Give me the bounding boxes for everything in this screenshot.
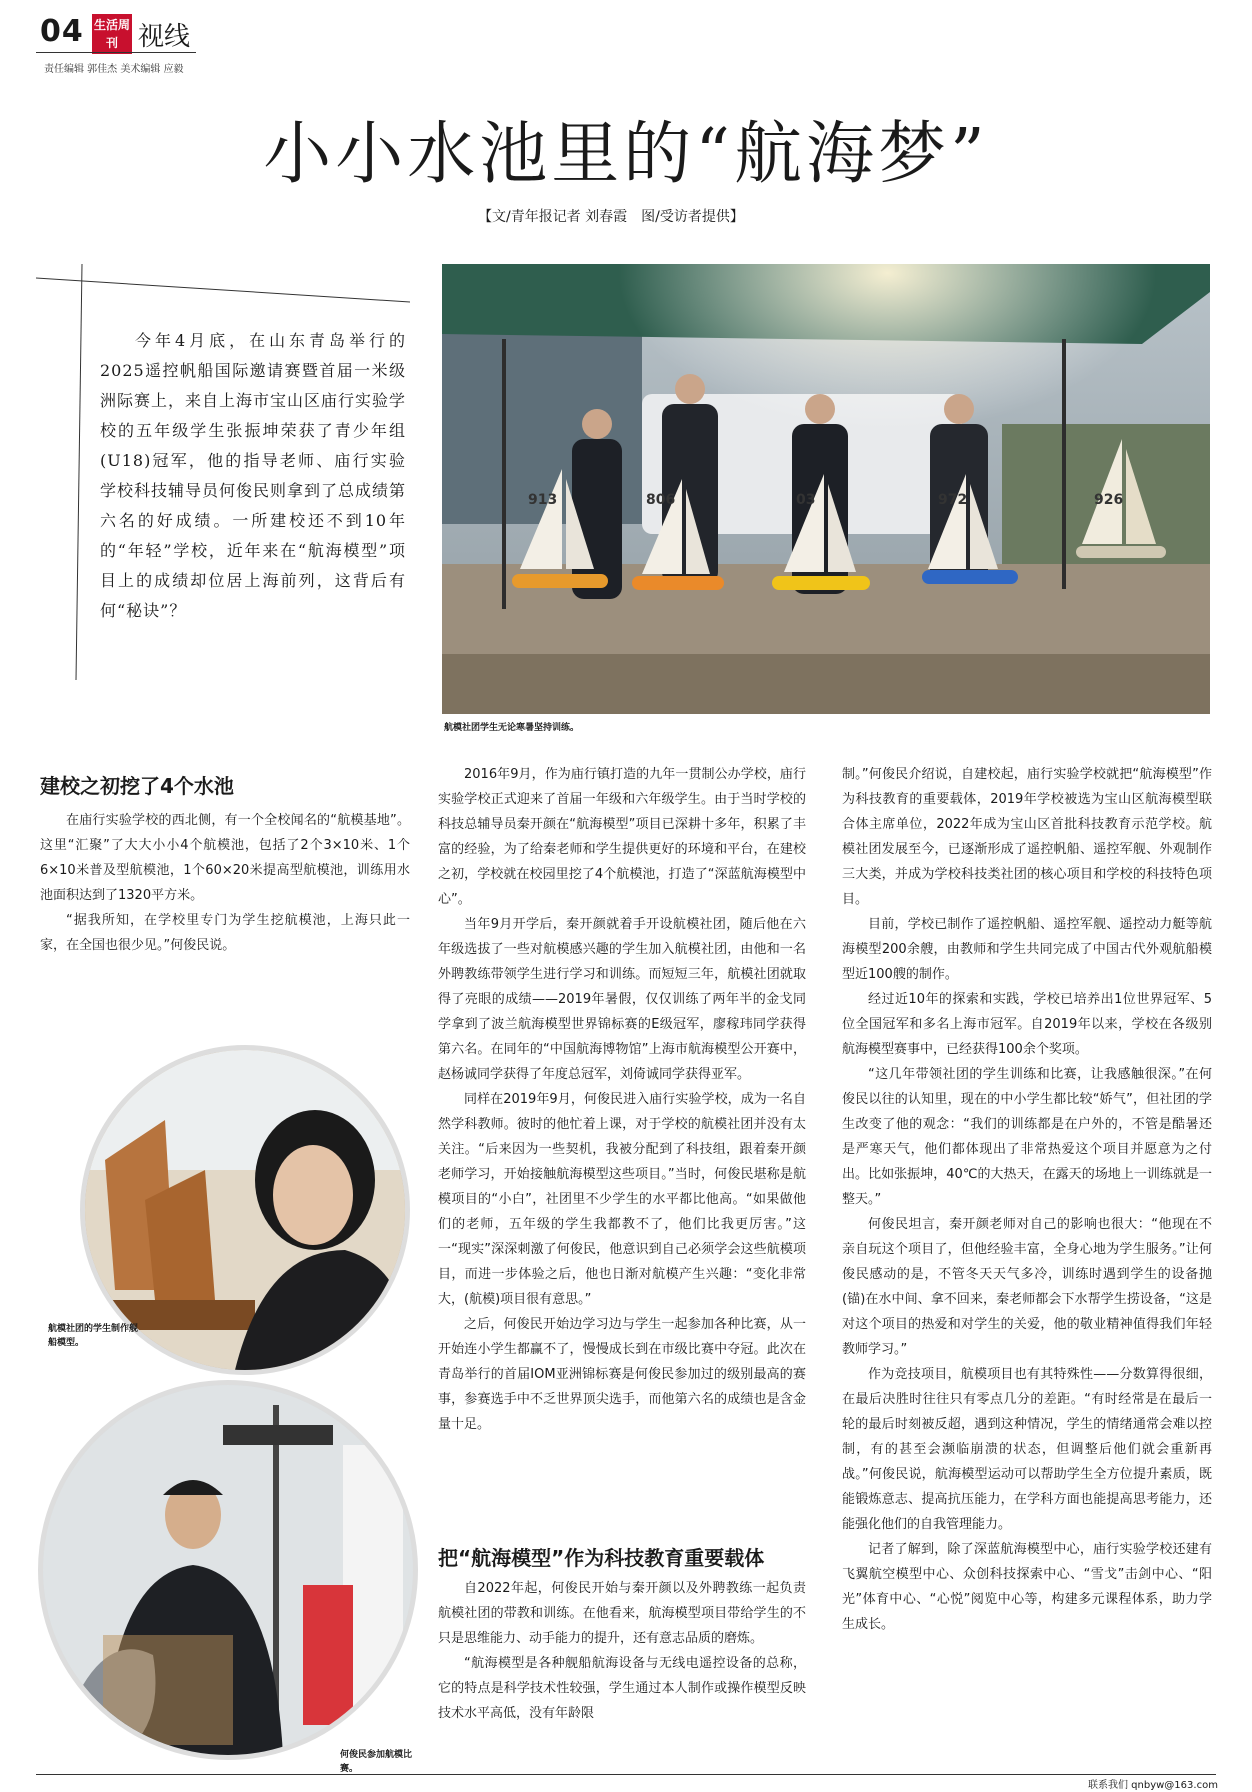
paragraph: “这几年带领社团的学生训练和比赛，让我感触很深。”在何俊民以往的认知里，现在的中小学生都比较“娇气”，但社团的学生改变了他的观念：“我们的训练都是在户外的，不管是酷暑还是严寒天气，他们都体现出了非常热爱这个项目并愿意为之付出。比如张振坤，40℃的大热天，在露天的场地上一训练就是一整天。” (842, 1067, 1212, 1207)
circle-photo-2 (38, 1380, 418, 1760)
paragraph: “航海模型是各种舰船航海设备与无线电遥控设备的总称，它的特点是科学技术性较强，学生通过本人制作或操作模型反映技术水平高低，没有年龄限 (438, 1656, 806, 1721)
paragraph: “据我所知，在学校里专门为学生挖航模池，上海只此一家，在全国也很少见。”何俊民说。 (40, 913, 410, 953)
sail-number-1: 913 (528, 492, 558, 508)
circle-photo-1-caption: 航模社团的学生制作舰船模型。 (48, 1324, 139, 1348)
paragraph: 之后，何俊民开始边学习边与学生一起参加各种比赛，从一开始连小学生都赢不了，慢慢成长到在市级比赛中夺冠。此次在青岛举行的首届IOM亚洲锦标赛是何俊民参加过的级别最高的赛事，参赛选手中不乏世界顶尖选手，而他第六名的成绩也是含金量十足。 (438, 1317, 806, 1432)
paragraph: 经过近10年的探索和实践，学校已培养出1位世界冠军、5位全国冠军和多名上海市冠军。自2019年以来，学校在各级别航海模型赛事中，已经获得100余个奖项。 (842, 992, 1212, 1057)
column-2b-text (438, 1576, 806, 1726)
footer-contact: 联系我们 qnbyw@163.com (1088, 1780, 1218, 1791)
main-photo-caption: 航模社团学生无论寒暑坚持训练。 (444, 723, 580, 733)
paragraph: 何俊民坦言，秦开颜老师对自己的影响也很大：“他现在不亲自玩这个项目了，但他经验丰富，全身心地为学生服务。”让何俊民感动的是，不管冬天天气多冷，训练时遇到学生的设备抛(锚)在水中间、拿不回来，秦老师都会下水帮学生捞设备，“这是对这个项目的热爱和对学生的关爱，他的敬业精神值得我们年轻教师学习。” (842, 1217, 1212, 1357)
intro-paragraph: 今年4月底，在山东青岛举行的2025遥控帆船国际邀请赛暨首届一米级洲际赛上，来自上海市宝山区庙行实验学校的五年级学生张振坤荣获了青少年组(U18)冠军，他的指导老师、庙行实验学校科技辅导员何俊民则拿到了总成绩第六名的好成绩。一所建校还不到10年的“年轻”学校，近年来在“航海模型”项目上的成绩却位居上海前列，这背后有何“秘诀”？ (100, 331, 407, 620)
page-number: 04 (40, 14, 84, 49)
sail-number-5: 926 (1094, 492, 1124, 508)
team-photo-illustration (442, 264, 1210, 714)
circle-photo-2-caption: 何俊民参加航模比赛。 (340, 1750, 413, 1774)
sail-number-4: 972 (938, 492, 968, 508)
paragraph: 2016年9月，作为庙行镇打造的九年一贯制公办学校，庙行实验学校正式迎来了首届一年级和六年级学生。由于当时学校的科技总辅导员秦开颜在“航海模型”项目已深耕十多年，积累了丰富的经验，为了给秦老师和学生提供更好的环境和平台，在建校之初，学校就在校园里挖了4个航模池，打造了“深蓝航海模型中心”。 (438, 767, 806, 907)
editors-credit: 责任编辑 郭佳杰 美术编辑 应毅 (44, 64, 184, 75)
column-1-text (40, 808, 410, 958)
paragraph: 记者了解到，除了深蓝航海模型中心，庙行实验学校还建有飞翼航空模型中心、众创科技探索中心、“雪戈”击剑中心、“阳光”体育中心、“心悦”阅览中心等，构建多元课程体系，助力学生成长。 (842, 1542, 1212, 1632)
paragraph: 制。”何俊民介绍说，自建校起，庙行实验学校就把“航海模型”作为科技教育的重要载体，2019年学校被选为宝山区航海模型联合体主席单位，2022年成为宝山区首批科技教育示范学校。航模社团发展至今，已逐渐形成了遥控帆船、遥控军舰、外观制作三大类，并成为学校科技类社团的核心项目和学校的科技特色项目。 (842, 767, 1212, 907)
paragraph: 目前，学校已制作了遥控帆船、遥控军舰、遥控动力艇等航海模型200余艘，由教师和学生共同完成了中国古代外观航船模型近100艘的制作。 (842, 917, 1212, 982)
section-heading-1: 建校之初挖了4个水池 (40, 774, 234, 798)
sail-number-3: 03 (796, 492, 816, 508)
article-title: 小小水池里的“航海梦” (263, 115, 989, 194)
paragraph: 在庙行实验学校的西北侧，有一个全校闻名的“航模基地”。这里“汇聚”了大大小小4个航模池，包括了2个3×10米、1个6×10米普及型航模池，1个60×20米提高型航模池，训练用水池面积达到了1320平方米。 (40, 813, 410, 903)
footer-rule (36, 1774, 1216, 1775)
section-heading-2: 把“航海模型”作为科技教育重要载体 (438, 1546, 765, 1570)
header-rule (36, 52, 196, 53)
paragraph: 自2022年起，何俊民开始与秦开颜以及外聘教练一起负责航模社团的带教和训练。在他看来，航海模型项目带给学生的不只是思维能力、动手能力的提升，还有意志品质的磨炼。 (438, 1581, 806, 1646)
column-2-text (438, 762, 806, 1437)
sail-number-2: 806 (646, 492, 676, 508)
paragraph: 作为竞技项目，航模项目也有其特殊性——分数算得很细，在最后决胜时往往只有零点几分的差距。“有时经常是在最后一轮的最后时刻被反超，遇到这种情况，学生的情绪通常会难以控制，有的甚至会濒临崩溃的状态，但调整后他们就会重新再战。”何俊民说，航海模型运动可以帮助学生全方位提升素质，既能锻炼意志、提高抗压能力，在学科方面也能提高思考能力，还能强化他们的自我管理能力。 (842, 1367, 1212, 1532)
magazine-logo: 生活周刊 (92, 14, 132, 54)
byline: 【文/青年报记者 刘春霞 图/受访者提供】 (478, 209, 744, 225)
teacher-competition-illustration (43, 1385, 413, 1755)
main-photo (442, 264, 1210, 714)
paragraph: 同样在2019年9月，何俊民进入庙行实验学校，成为一名自然学科教师。彼时的他忙着上课，对于学校的航模社团并没有太关注。“后来因为一些契机，我被分配到了科技组，跟着秦开颜老师学习，开始接触航海模型这些项目。”当时，何俊民堪称是航模项目的“小白”，社团里不少学生的水平都比他高。“如果做他们的老师，五年级的学生我都教不了，他们比我更厉害。”这一“现实”深深刺激了何俊民，他意识到自己必须学会这些航模项目，而进一步体验之后，他也日渐对航模产生兴趣：“变化非常大，(航模)项目很有意思。” (438, 1092, 806, 1307)
section-name: 视线 (138, 22, 191, 52)
column-3-text (842, 762, 1212, 1637)
paragraph: 当年9月开学后，秦开颜就着手开设航模社团，随后他在六年级选拔了一些对航模感兴趣的学生加入航模社团，由他和一名外聘教练带领学生进行学习和训练。而短短三年，航模社团就取得了亮眼的成绩——2019年暑假，仅仅训练了两年半的金戈同学拿到了波兰航海模型世界锦标赛的E级冠军，廖稼玮同学获得第六名。在同年的“中国航海博物馆”上海市航海模型公开赛中，赵杨诚同学获得了年度总冠军，刘倚诚同学获得亚军。 (438, 917, 806, 1082)
